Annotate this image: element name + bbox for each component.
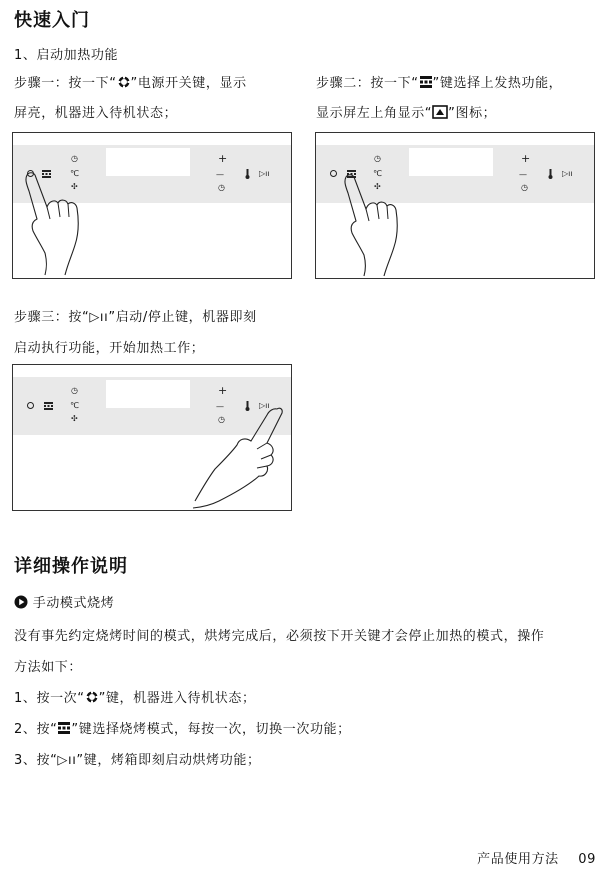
play-pause-icon: ▷ıı (259, 169, 270, 178)
display-screen (106, 380, 190, 408)
display-screen (409, 148, 493, 176)
minus-icon: — (216, 402, 224, 411)
power-icon (27, 402, 34, 409)
control-panel-figure-2 (315, 132, 595, 279)
step2-line2 (316, 102, 496, 123)
power-icon (330, 170, 337, 177)
control-panel-figure-3 (12, 364, 292, 511)
item1-pre: 1、按一次“ (14, 691, 85, 706)
instruction-item-2 (14, 718, 351, 739)
step1-line2: 屏亮，机器进入待机状态； (14, 106, 178, 121)
hand-pointer-icon (23, 171, 85, 277)
celsius-icon: ℃ (70, 401, 79, 410)
minus-icon: — (519, 170, 527, 179)
hand-pointer-icon (189, 402, 285, 509)
step2-line1-post: ”键选择上发热功能， (432, 76, 563, 91)
play-pause-icon: ▷ıı (259, 401, 270, 410)
play-circle-icon (14, 595, 28, 613)
para-line1: 没有事先约定烧烤时间的模式，烘烤完成后，必须按下开关键才会停止加热的模式，操作 (14, 629, 545, 644)
top-heating-icon (44, 402, 53, 410)
plus-icon: + (218, 152, 228, 165)
display-screen (106, 148, 190, 176)
fan-icon: ✣ (71, 182, 78, 191)
top-heating-icon (419, 75, 433, 93)
timer-icon: ◷ (218, 183, 225, 192)
top-heating-icon (57, 721, 71, 739)
celsius-icon: ℃ (70, 169, 79, 178)
step1-line1-post: ”电源开关键，显示 (130, 76, 247, 91)
celsius-icon: ℃ (373, 169, 382, 178)
section-title-heating: 1、启动加热功能 (14, 48, 119, 63)
instruction-item-3: 3、按“▷ıı”键，烤箱即刻启动烘烤功能； (14, 753, 261, 768)
details-title: 详细操作说明 (14, 556, 128, 577)
thermometer-icon (245, 169, 250, 179)
control-panel-figure-1 (12, 132, 292, 279)
timer-icon: ◷ (218, 415, 225, 424)
para-line2: 方法如下： (14, 660, 83, 675)
timer-icon: ◷ (374, 154, 381, 163)
item1-post: ”键，机器进入待机状态； (98, 691, 256, 706)
step3-line2: 启动执行功能，开始加热工作； (14, 341, 205, 356)
power-icon (85, 690, 99, 708)
oven-display-icon (432, 105, 448, 123)
step3-line1: 步骤三：按“▷ıı”启动/停止键，机器即刻 (14, 310, 257, 325)
minus-icon: — (216, 170, 224, 179)
timer-icon: ◷ (71, 386, 78, 395)
fan-icon: ✣ (71, 414, 78, 423)
instruction-item-1 (14, 687, 256, 708)
step1-line1-pre: 步骤一：按一下“ (14, 76, 117, 91)
subtitle-text: 手动模式烧烤 (32, 596, 115, 611)
page-title: 快速入门 (14, 10, 90, 31)
item2-post: ”键选择烧烤模式，每按一次，切换一次功能； (71, 722, 351, 737)
footer-label: 产品使用方法 (477, 852, 559, 867)
step2-line2-post: ”图标； (448, 106, 497, 121)
plus-icon: + (521, 152, 531, 165)
subtitle-manual-mode (14, 592, 114, 613)
timer-icon: ◷ (521, 183, 528, 192)
plus-icon: + (218, 384, 228, 397)
step1-line1 (14, 72, 247, 93)
step2-line2-pre: 显示屏左上角显示“ (316, 106, 433, 121)
page-number: 09 (578, 852, 596, 867)
step2-line1 (316, 72, 562, 93)
timer-icon: ◷ (71, 154, 78, 163)
power-icon (117, 75, 131, 93)
item2-pre: 2、按“ (14, 722, 58, 737)
step2-line1-pre: 步骤二：按一下“ (316, 76, 419, 91)
hand-pointer-icon (342, 173, 404, 277)
fan-icon: ✣ (374, 182, 381, 191)
page-footer (477, 848, 596, 867)
play-pause-icon: ▷ıı (562, 169, 573, 178)
thermometer-icon (548, 169, 553, 179)
